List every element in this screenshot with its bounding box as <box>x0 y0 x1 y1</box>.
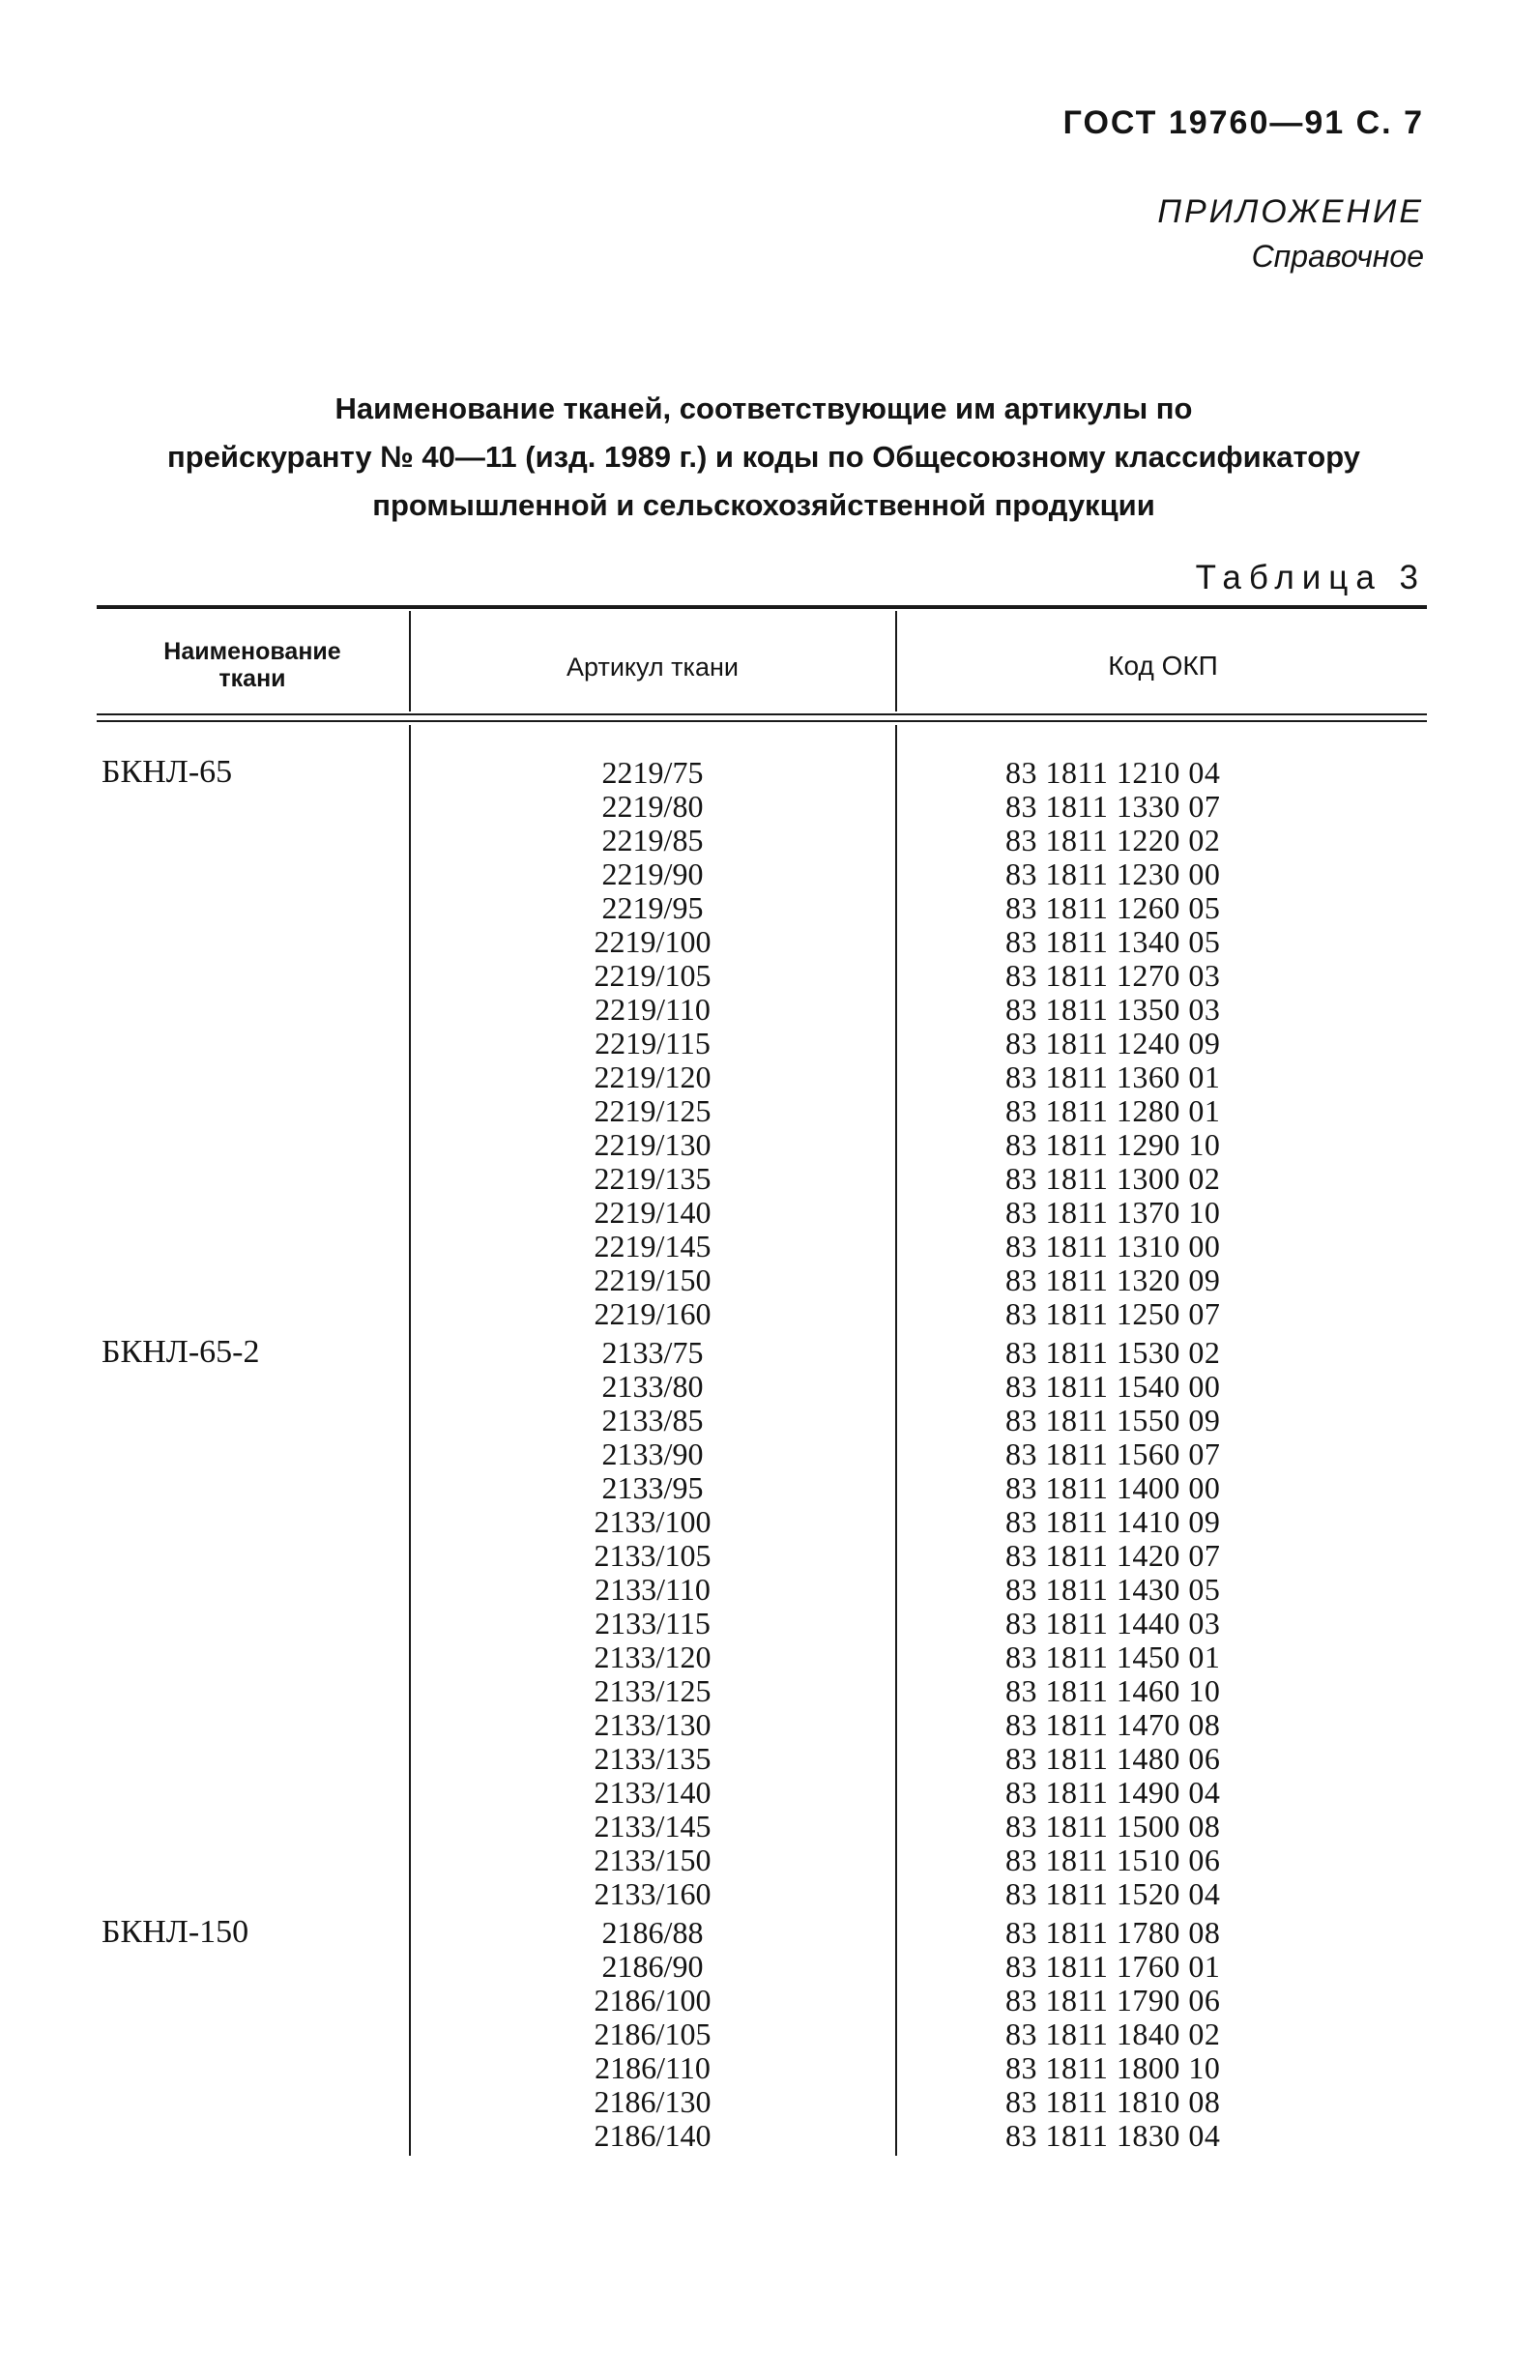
column-header-name-line-1: Наименование <box>163 638 341 665</box>
okp-code-cell: 83 1811 1290 10 <box>1005 1127 1221 1162</box>
article-cell: 2133/90 <box>601 1437 704 1471</box>
article-cell: 2219/130 <box>594 1127 712 1162</box>
article-cell: 2186/105 <box>594 2017 712 2051</box>
appendix-block <box>1157 193 1424 275</box>
okp-code-cell: 83 1811 1560 07 <box>1005 1437 1221 1471</box>
article-cell: 2133/105 <box>594 1538 712 1573</box>
article-cell: 2133/150 <box>594 1843 712 1877</box>
okp-code-cell: 83 1811 1360 01 <box>1005 1059 1221 1094</box>
okp-code-cell: 83 1811 1800 10 <box>1005 2050 1221 2085</box>
okp-code-cell: 83 1811 1480 06 <box>1005 1741 1221 1776</box>
article-cell: 2133/100 <box>594 1504 712 1539</box>
article-cell: 2219/160 <box>594 1296 712 1331</box>
okp-code-cell: 83 1811 1230 00 <box>1005 856 1221 891</box>
okp-code-cell: 83 1811 1400 00 <box>1005 1470 1221 1505</box>
article-cell: 2133/160 <box>594 1876 712 1911</box>
okp-code-cell: 83 1811 1410 09 <box>1005 1504 1221 1539</box>
okp-code-cell: 83 1811 1810 08 <box>1005 2084 1221 2119</box>
okp-code-cell: 83 1811 1320 09 <box>1005 1263 1221 1297</box>
article-cell: 2219/145 <box>594 1229 712 1263</box>
okp-code-cell: 83 1811 1520 04 <box>1005 1876 1221 1911</box>
article-cell: 2219/75 <box>601 755 704 790</box>
okp-code-cell: 83 1811 1260 05 <box>1005 890 1221 925</box>
okp-code-cell: 83 1811 1420 07 <box>1005 1538 1221 1573</box>
okp-code-cell: 83 1811 1440 03 <box>1005 1606 1221 1640</box>
okp-code-cell: 83 1811 1510 06 <box>1005 1843 1221 1877</box>
column-header-okp-code: Код ОКП <box>1108 651 1218 681</box>
okp-code-cell: 83 1811 1550 09 <box>1005 1403 1221 1437</box>
article-cell: 2219/80 <box>601 789 704 824</box>
article-cell: 2133/145 <box>594 1809 712 1843</box>
column-header-article: Артикул ткани <box>567 653 739 682</box>
okp-code-cell: 83 1811 1240 09 <box>1005 1026 1221 1060</box>
header-bottom-rule <box>97 713 1427 715</box>
article-cell: 2186/90 <box>601 1949 704 1984</box>
okp-code-cell: 83 1811 1330 07 <box>1005 789 1221 824</box>
okp-code-cell: 83 1811 1280 01 <box>1005 1093 1221 1128</box>
okp-code-cell: 83 1811 1350 03 <box>1005 992 1221 1027</box>
article-cell: 2133/80 <box>601 1369 704 1404</box>
okp-code-cell: 83 1811 1250 07 <box>1005 1296 1221 1331</box>
standard-reference: ГОСТ 19760—91 С. 7 <box>1062 104 1424 141</box>
column-header-name-line-2: ткани <box>218 665 286 692</box>
column-header-fabric-name <box>97 638 408 692</box>
appendix-title: ПРИЛОЖЕНИЕ <box>1157 193 1424 230</box>
okp-code-cell: 83 1811 1340 05 <box>1005 924 1221 959</box>
okp-code-cell: 83 1811 1450 01 <box>1005 1640 1221 1674</box>
okp-code-cell: 83 1811 1470 08 <box>1005 1707 1221 1742</box>
article-cell: 2133/85 <box>601 1403 704 1437</box>
article-cell: 2219/140 <box>594 1195 712 1230</box>
article-cell: 2219/150 <box>594 1263 712 1297</box>
okp-code-cell: 83 1811 1370 10 <box>1005 1195 1221 1230</box>
article-cell: 2186/100 <box>594 1983 712 2017</box>
okp-code-cell: 83 1811 1490 04 <box>1005 1775 1221 1810</box>
okp-code-cell: 83 1811 1780 08 <box>1005 1915 1221 1950</box>
title-line-1: Наименование тканей, соответствующие им артикулы по <box>334 392 1193 425</box>
article-cell: 2133/75 <box>601 1335 704 1370</box>
okp-code-cell: 83 1811 1430 05 <box>1005 1572 1221 1607</box>
article-cell: 2133/120 <box>594 1640 712 1674</box>
okp-code-cell: 83 1811 1310 00 <box>1005 1229 1221 1263</box>
article-cell: 2219/115 <box>595 1026 711 1060</box>
article-cell: 2133/135 <box>594 1741 712 1776</box>
article-cell: 2133/140 <box>594 1775 712 1810</box>
article-cell: 2186/88 <box>601 1915 704 1950</box>
okp-code-cell: 83 1811 1840 02 <box>1005 2017 1221 2051</box>
okp-code-cell: 83 1811 1530 02 <box>1005 1335 1221 1370</box>
header-bottom-rule-2 <box>97 720 1427 722</box>
fabric-name: БКНЛ-65-2 <box>102 1334 260 1370</box>
okp-code-cell: 83 1811 1270 03 <box>1005 958 1221 993</box>
article-cell: 2219/110 <box>595 992 711 1027</box>
okp-code-cell: 83 1811 1300 02 <box>1005 1161 1221 1196</box>
okp-code-cell: 83 1811 1220 02 <box>1005 823 1221 857</box>
table-top-rule <box>97 605 1427 609</box>
article-cell: 2219/90 <box>601 856 704 891</box>
fabric-name: БКНЛ-65 <box>102 754 233 790</box>
appendix-subtitle: Справочное <box>1251 239 1424 274</box>
article-cell: 2133/130 <box>594 1707 712 1742</box>
article-cell: 2133/125 <box>594 1673 712 1708</box>
okp-code-cell: 83 1811 1210 04 <box>1005 755 1221 790</box>
article-cell: 2219/125 <box>594 1093 712 1128</box>
article-cell: 2186/130 <box>594 2084 712 2119</box>
article-cell: 2219/85 <box>601 823 704 857</box>
title-line-3: промышленной и сельскохозяйственной продукции <box>372 488 1155 522</box>
table-label: Таблица 3 <box>1195 559 1426 596</box>
article-cell: 2186/110 <box>595 2050 711 2085</box>
article-cell: 2186/140 <box>594 2118 712 2153</box>
article-cell: 2133/110 <box>595 1572 711 1607</box>
article-cell: 2133/95 <box>601 1470 704 1505</box>
article-cell: 2219/95 <box>601 890 704 925</box>
title-line-2: прейскуранту № 40—11 (изд. 1989 г.) и коды по Общесоюзному классификатору <box>167 440 1360 474</box>
okp-code-cell: 83 1811 1790 06 <box>1005 1983 1221 2017</box>
article-cell: 2219/100 <box>594 924 712 959</box>
column-divider-2-body <box>895 725 897 2156</box>
okp-code-cell: 83 1811 1830 04 <box>1005 2118 1221 2153</box>
article-cell: 2219/105 <box>594 958 712 993</box>
article-cell: 2219/120 <box>594 1059 712 1094</box>
okp-code-cell: 83 1811 1540 00 <box>1005 1369 1221 1404</box>
fabric-name: БКНЛ-150 <box>102 1914 249 1950</box>
okp-code-cell: 83 1811 1500 08 <box>1005 1809 1221 1843</box>
article-cell: 2219/135 <box>594 1161 712 1196</box>
okp-code-cell: 83 1811 1460 10 <box>1005 1673 1221 1708</box>
okp-code-cell: 83 1811 1760 01 <box>1005 1949 1221 1984</box>
document-title <box>97 385 1431 530</box>
article-cell: 2133/115 <box>595 1606 711 1640</box>
